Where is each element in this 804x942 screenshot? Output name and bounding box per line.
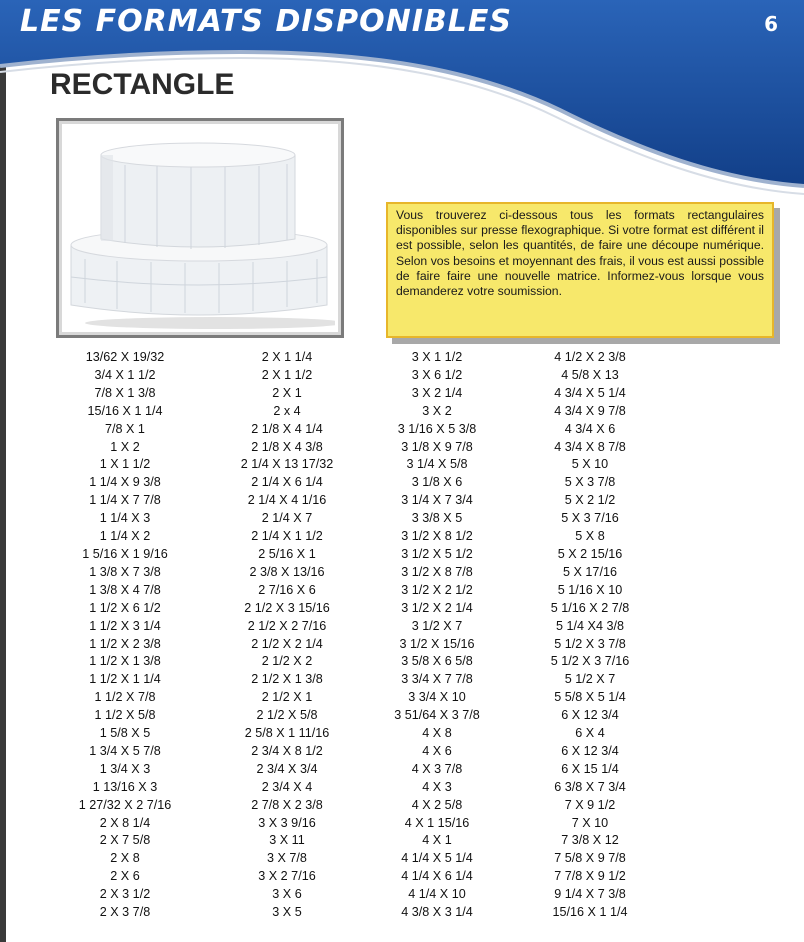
format-item: 2 1/4 X 6 1/4 [251, 475, 323, 490]
format-item: 4 1/4 X 10 [408, 887, 466, 902]
format-item: 3/4 X 1 1/2 [94, 367, 156, 382]
format-item: 5 X 3 7/8 [564, 475, 616, 490]
format-item: 2 3/4 X 4 [261, 779, 313, 794]
format-item: 2 7/16 X 6 [258, 582, 316, 597]
format-item: 1 5/16 X 1 9/16 [82, 546, 168, 561]
format-item: 1 X 1 1/2 [99, 457, 151, 472]
format-item: 3 1/2 X 2 1/4 [401, 600, 473, 615]
format-item: 2 1/2 X 3 15/16 [244, 600, 330, 615]
page-number: 6 [764, 12, 778, 36]
format-item: 4 X 8 [422, 726, 452, 741]
format-item: 2 1/4 X 4 1/16 [247, 493, 327, 508]
formats-column-3 [362, 349, 512, 922]
formats-column-1 [50, 349, 200, 922]
format-item: 5 1/2 X 7 [564, 672, 616, 687]
format-item: 4 X 3 7/8 [411, 761, 463, 776]
format-item: 4 1/4 X 5 1/4 [401, 851, 473, 866]
format-item: 2 X 3 1/2 [99, 887, 151, 902]
format-item: 6 X 12 3/4 [561, 743, 619, 758]
format-item: 3 X 2 1/4 [411, 385, 463, 400]
format-item: 7 X 9 1/2 [564, 797, 616, 812]
format-item: 1 X 2 [110, 439, 140, 454]
format-item: 4 X 1 [422, 833, 452, 848]
format-item: 5 1/16 X 10 [557, 582, 623, 597]
format-item: 3 3/4 X 10 [408, 690, 466, 705]
format-item: 7 3/8 X 12 [561, 833, 619, 848]
format-item: 4 3/4 X 9 7/8 [554, 403, 626, 418]
format-item: 3 1/2 X 8 1/2 [401, 529, 473, 544]
format-item: 5 X 17/16 [563, 564, 617, 579]
format-item: 1 1/2 X 1 1/4 [89, 672, 161, 687]
format-item: 4 3/4 X 8 7/8 [554, 439, 626, 454]
format-item: 7 7/8 X 9 1/2 [554, 869, 626, 884]
format-item: 3 1/4 X 5/8 [406, 457, 468, 472]
format-item: 2 X 6 [110, 869, 140, 884]
format-item: 2 1/2 X 2 [261, 654, 313, 669]
format-item: 3 X 6 1/2 [411, 367, 463, 382]
format-item: 4 X 6 [422, 743, 452, 758]
format-item: 2 X 1 1/2 [261, 367, 313, 382]
format-item: 1 1/4 X 9 3/8 [89, 475, 161, 490]
format-item: 2 1/4 X 13 17/32 [240, 457, 334, 472]
format-item: 4 3/4 X 6 [564, 421, 616, 436]
format-item: 3 X 3 9/16 [258, 815, 316, 830]
format-item: 5 1/2 X 3 7/8 [554, 636, 626, 651]
format-item: 15/16 X 1 1/4 [87, 403, 163, 418]
format-item: 2 X 3 7/8 [99, 905, 151, 920]
format-item: 3 X 11 [269, 833, 305, 848]
format-item: 2 3/8 X 13/16 [249, 564, 325, 579]
format-item: 1 5/8 X 5 [99, 726, 151, 741]
format-item: 1 1/2 X 2 3/8 [89, 636, 161, 651]
format-item: 2 1/2 X 2 7/16 [247, 618, 327, 633]
format-item: 2 5/16 X 1 [258, 546, 316, 561]
format-item: 5 X 2 15/16 [557, 546, 623, 561]
format-item: 2 x 4 [273, 403, 301, 418]
format-item: 13/62 X 19/32 [85, 350, 165, 364]
formats-column-2 [212, 349, 362, 922]
format-item: 3 1/4 X 7 3/4 [401, 493, 473, 508]
format-item: 1 1/2 X 6 1/2 [89, 600, 161, 615]
format-item: 3 X 6 [272, 887, 302, 902]
format-item: 2 X 8 [110, 851, 140, 866]
format-item: 4 X 2 5/8 [411, 797, 463, 812]
format-item: 3 X 5 [272, 905, 302, 920]
format-item: 2 3/4 X 8 1/2 [251, 743, 323, 758]
format-item: 4 3/4 X 5 1/4 [554, 385, 626, 400]
format-item: 15/16 X 1 1/4 [552, 905, 628, 920]
format-item: 5 X 3 7/16 [561, 511, 619, 526]
format-item: 2 3/4 X 3/4 [256, 761, 318, 776]
format-item: 6 X 4 [575, 726, 605, 741]
format-item: 3 X 2 7/16 [258, 869, 316, 884]
format-item: 1 1/2 X 7/8 [94, 690, 156, 705]
format-item: 1 3/4 X 3 [99, 761, 151, 776]
format-item: 6 3/8 X 7 3/4 [554, 779, 626, 794]
format-item: 5 X 10 [571, 457, 609, 472]
product-photo [56, 118, 344, 338]
format-item: 4 3/8 X 3 1/4 [401, 905, 473, 920]
format-item: 3 51/64 X 3 7/8 [394, 708, 480, 723]
format-item: 3 X 1 1/2 [411, 350, 463, 364]
format-item: 1 3/8 X 7 3/8 [89, 564, 161, 579]
info-box: Vous trouverez ci-dessous tous les formats rectangulaires disponibles sur presse flexographique. Si votre format est différent il est possible, selon les quantités, de faire une découpe numérique. Selon vos besoins et moyennant des frais, il vous est aussi possible de faire faire une nouvelle matrice. Informez-vous lorsque vous demanderez votre soumission. [386, 202, 774, 338]
format-item: 5 1/16 X 2 7/8 [550, 600, 630, 615]
format-item: 2 X 1 1/4 [261, 350, 313, 364]
format-item: 1 1/4 X 2 [99, 529, 151, 544]
format-item: 3 1/2 X 15/16 [399, 636, 475, 651]
format-item: 2 1/2 X 1 [261, 690, 313, 705]
format-item: 3 1/8 X 9 7/8 [401, 439, 473, 454]
format-item: 1 3/8 X 4 7/8 [89, 582, 161, 597]
format-item: 3 1/2 X 2 1/2 [401, 582, 473, 597]
format-item: 7 5/8 X 9 7/8 [554, 851, 626, 866]
format-item: 5 1/2 X 3 7/16 [550, 654, 630, 669]
format-item: 4 5/8 X 13 [561, 367, 619, 382]
formats-list [50, 349, 670, 935]
format-item: 5 X 8 [575, 529, 605, 544]
format-item: 4 1/4 X 6 1/4 [401, 869, 473, 884]
label-rolls-image [65, 127, 335, 329]
format-item: 3 X 7/8 [267, 851, 307, 866]
format-item: 3 X 2 [422, 403, 452, 418]
format-item: 1 1/2 X 3 1/4 [89, 618, 161, 633]
formats-column-4 [515, 349, 665, 922]
format-item: 9 1/4 X 7 3/8 [554, 887, 626, 902]
format-item: 2 1/8 X 4 1/4 [251, 421, 323, 436]
format-item: 2 1/8 X 4 3/8 [251, 439, 323, 454]
format-item: 3 3/4 X 7 7/8 [401, 672, 473, 687]
format-item: 5 5/8 X 5 1/4 [554, 690, 626, 705]
format-item: 3 3/8 X 5 [411, 511, 463, 526]
format-item: 1 3/4 X 5 7/8 [89, 743, 161, 758]
format-item: 2 X 7 5/8 [99, 833, 151, 848]
format-item: 1 1/2 X 1 3/8 [89, 654, 161, 669]
format-item: 3 1/2 X 5 1/2 [401, 546, 473, 561]
format-item: 6 X 12 3/4 [561, 708, 619, 723]
format-item: 1 13/16 X 3 [92, 779, 158, 794]
format-item: 2 5/8 X 1 11/16 [244, 726, 330, 741]
format-item: 2 X 1 [272, 385, 302, 400]
format-item: 2 1/2 X 1 3/8 [251, 672, 323, 687]
format-item: 2 1/4 X 7 [261, 511, 313, 526]
format-item: 2 1/2 X 5/8 [256, 708, 318, 723]
format-item: 1 27/32 X 2 7/16 [78, 797, 172, 812]
format-item: 4 X 3 [422, 779, 452, 794]
format-item: 7/8 X 1 3/8 [94, 385, 156, 400]
format-item: 7/8 X 1 [105, 421, 145, 436]
format-item: 5 1/4 X4 3/8 [556, 618, 624, 633]
header-title: LES FORMATS DISPONIBLES [20, 4, 512, 39]
format-item: 2 X 8 1/4 [99, 815, 151, 830]
format-item: 3 1/2 X 7 [411, 618, 463, 633]
format-item: 3 1/2 X 8 7/8 [401, 564, 473, 579]
format-item: 1 1/4 X 3 [99, 511, 151, 526]
format-item: 1 1/4 X 7 7/8 [89, 493, 161, 508]
format-item: 5 X 2 1/2 [564, 493, 616, 508]
format-item: 3 1/8 X 6 [411, 475, 463, 490]
format-item: 2 1/4 X 1 1/2 [251, 529, 323, 544]
format-item: 3 1/16 X 5 3/8 [397, 421, 477, 436]
format-item: 4 X 1 15/16 [404, 815, 470, 830]
format-item: 2 1/2 X 2 1/4 [251, 636, 323, 651]
section-title: RECTANGLE [50, 68, 235, 101]
format-item: 7 X 10 [571, 815, 609, 830]
format-item: 2 7/8 X 2 3/8 [251, 797, 323, 812]
format-item: 1 1/2 X 5/8 [94, 708, 156, 723]
format-item: 3 5/8 X 6 5/8 [401, 654, 473, 669]
format-item: 4 1/2 X 2 3/8 [554, 350, 626, 364]
format-item: 6 X 15 1/4 [561, 761, 619, 776]
